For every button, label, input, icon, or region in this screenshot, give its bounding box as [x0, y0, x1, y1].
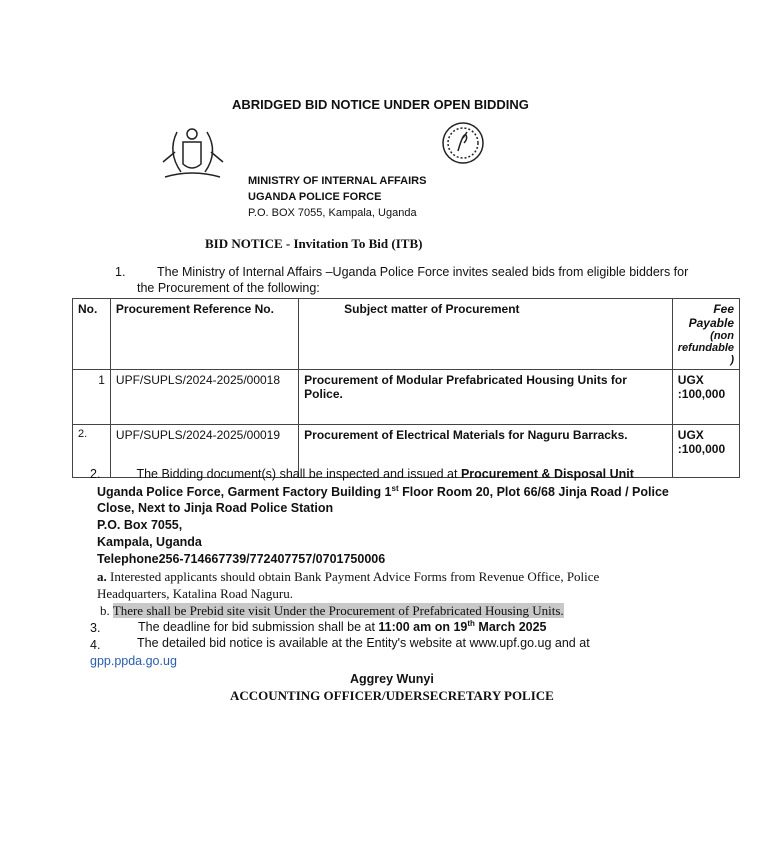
fee-note: (non refundable ): [677, 330, 735, 366]
para2-number: 2.: [90, 467, 101, 481]
deadline-time: 11:00 am on 19: [378, 620, 468, 635]
row-fee: UGX :100,000: [672, 425, 739, 478]
para2-line2: [97, 484, 669, 499]
coat-of-arms-icon: [155, 122, 230, 184]
note-b: [100, 603, 564, 619]
para4-text: The detailed bid notice is available at the Entity's website at www.upf.go.ug and at: [137, 636, 590, 650]
para2-telephone: Telephone256-714667739/772407757/0701750006: [97, 552, 386, 566]
para2-lead: The Bidding document(s) shall be inspected and issued at: [136, 467, 461, 481]
note-a-line2: Headquarters, Katalina Road Naguru.: [97, 586, 294, 601]
para1-number: 1.: [115, 265, 126, 279]
police-badge-icon: [438, 118, 488, 168]
header-no: No.: [73, 299, 111, 370]
header-fee: [672, 299, 739, 370]
para2-pobox: P.O. Box 7055,: [97, 518, 183, 532]
ppda-link[interactable]: gpp.ppda.go.ug: [90, 654, 177, 668]
row-no: 2.: [73, 425, 111, 478]
para3-text: [138, 619, 547, 634]
bid-notice-heading: BID NOTICE - Invitation To Bid (ITB): [205, 236, 423, 251]
row-ref: UPF/SUPLS/2024-2025/00018: [110, 370, 298, 425]
ministry-name: MINISTRY OF INTERNAL AFFAIRS: [248, 175, 427, 187]
table-header-row: [73, 299, 740, 370]
row-fee: UGX :100,000: [672, 370, 739, 425]
note-a-line1: [97, 569, 599, 585]
fee-label: Fee Payable: [688, 302, 734, 330]
para2-unit: Procurement & Disposal Unit: [460, 467, 634, 481]
note-a-label: a.: [97, 569, 107, 584]
signatory-title: ACCOUNTING OFFICER/UDERSECRETARY POLICE: [230, 688, 554, 703]
para2-line1: [90, 467, 634, 481]
signatory-name: Aggrey Wunyi: [350, 672, 434, 686]
header-address: P.O. BOX 7055, Kampala, Uganda: [248, 207, 417, 219]
header-subject: Subject matter of Procurement: [299, 299, 673, 370]
deadline-date: March 2025: [474, 620, 547, 635]
header-ref: Procurement Reference No.: [110, 299, 298, 370]
para2-line3: Close, Next to Jinja Road Police Station: [97, 501, 334, 515]
table-row: [73, 370, 740, 425]
note-a-text: Interested applicants should obtain Bank Payment Advice Forms from Revenue Office, Police: [106, 569, 600, 584]
row-subject: Procurement of Modular Prefabricated Housing Units for Police.: [299, 370, 673, 425]
row-subject: Procurement of Electrical Materials for Naguru Barracks.: [299, 425, 673, 478]
para2-city: Kampala, Uganda: [97, 535, 202, 549]
address-part1: Uganda Police Force, Garment Factory Building 1: [97, 485, 392, 500]
para1-line1: The Ministry of Internal Affairs –Uganda Police Force invites sealed bids from eligible bidders for: [157, 265, 689, 279]
para3-number: 3.: [90, 621, 101, 635]
para1-line2: the Procurement of the following:: [137, 281, 320, 295]
row-ref: UPF/SUPLS/2024-2025/00019: [110, 425, 298, 478]
note-b-label: b.: [100, 603, 110, 618]
address-part2: Floor Room 20, Plot 66/68 Jinja Road / Police: [398, 485, 669, 500]
procurement-table: [72, 298, 740, 478]
deadline-suffix: th: [467, 619, 475, 628]
note-b-text-highlighted: There shall be Prebid site visit Under the Procurement of Prefabricated Housing Units.: [112, 603, 564, 618]
ordinal-suffix: st: [391, 484, 399, 493]
deadline-lead: The deadline for bid submission shall be at: [138, 620, 379, 635]
row-no: 1: [73, 370, 111, 425]
para4-number: 4.: [90, 638, 101, 652]
force-name: UGANDA POLICE FORCE: [248, 191, 382, 203]
document-title: ABRIDGED BID NOTICE UNDER OPEN BIDDING: [232, 97, 529, 112]
